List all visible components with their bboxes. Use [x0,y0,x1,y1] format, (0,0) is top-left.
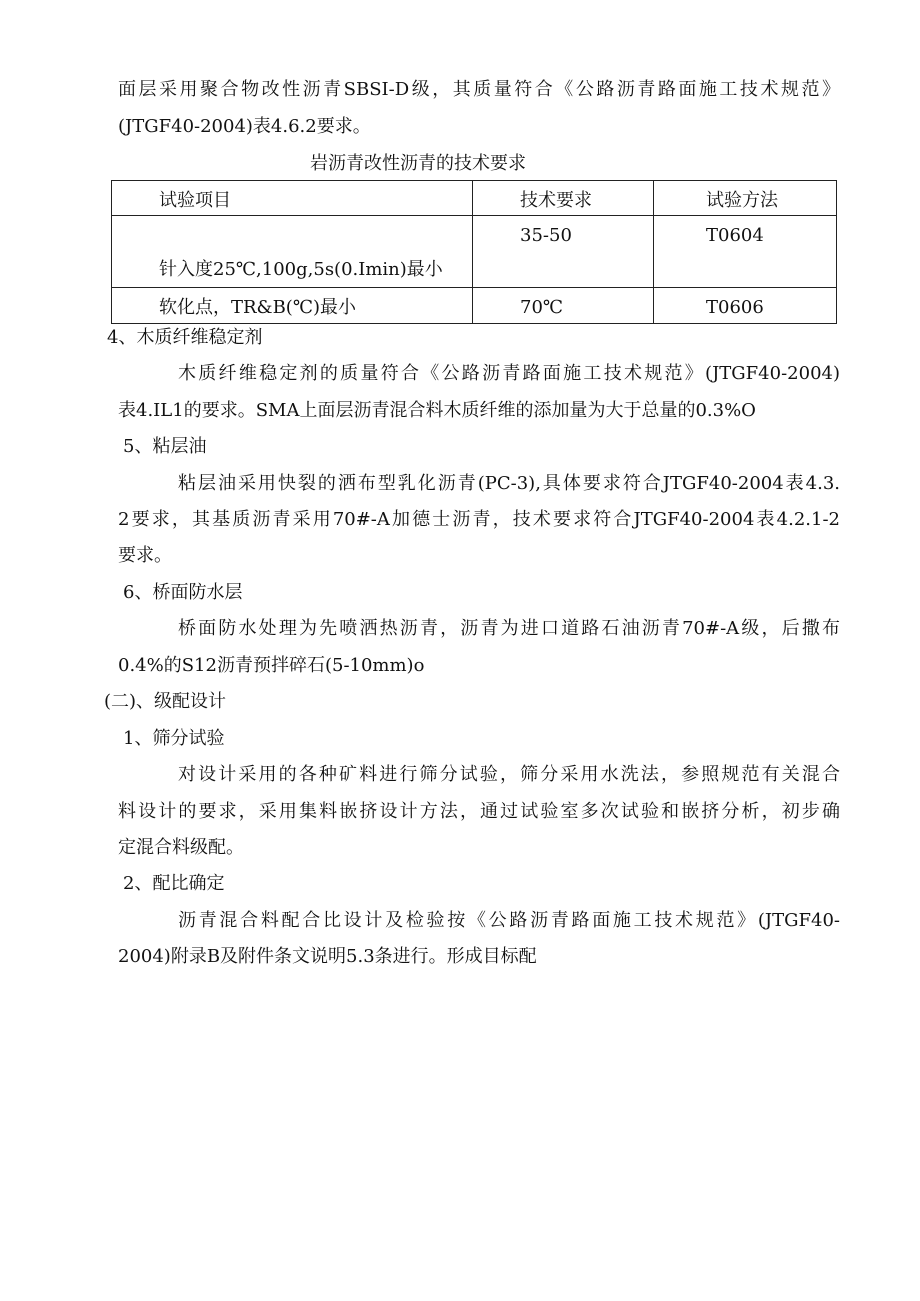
row1-requirement-cell [473,216,654,288]
section-6-line-1: 桥面防水处理为先喷洒热沥青，沥青为进口道路石油沥青70#-A级，后撒布 [178,618,840,639]
header-cell-method [654,181,837,216]
table-row [112,288,837,324]
section-6-line-2: 0.4%的S12沥青预拌碎石(5-10mm)o [118,655,425,676]
subsection-2-line-2: 2004)附录B及附件条文说明5.3条进行。形成目标配 [118,946,537,967]
header-cell-requirement [473,181,654,216]
row1-item: 针入度25℃,100g,5s(0.Imin)最小 [159,259,443,280]
subsection-1-title: 1、筛分试验 [123,728,225,749]
header-item-label: 试验项目 [159,190,231,211]
row2-item: 软化点，TR&B(℃)最小 [159,297,356,318]
row1-requirement: 35-50 [520,225,572,246]
row2-requirement-cell [473,288,654,324]
row1-method-cell [654,216,837,288]
table-title: 岩沥青改性沥青的技术要求 [310,153,526,174]
row1-item-cell [112,216,473,288]
row2-method: T0606 [706,297,764,318]
table-header-row [112,181,837,216]
spec-table [111,180,837,324]
row2-method-cell [654,288,837,324]
intro-line-1: 面层采用聚合物改性沥青SBSI-D级，其质量符合《公路沥青路面施工技术规范》 [118,79,840,100]
subsection-1-line-2: 料设计的要求，采用集料嵌挤设计方法，通过试验室多次试验和嵌挤分析，初步确 [118,801,840,822]
table-row [112,216,837,288]
subsection-2-title: 2、配比确定 [123,873,225,894]
subsection-1-line-3: 定混合料级配。 [118,837,244,858]
row2-requirement: 70℃ [520,297,564,318]
section-5-line-3: 要求。 [118,545,172,566]
section-5-line-2: 2要求，其基质沥青采用70#-A加德士沥青，技术要求符合JTGF40-2004表4.2.1-2 [118,509,840,530]
section-4-title: 4、木质纤维稳定剂 [107,327,263,348]
part-2-title: (二)、级配设计 [104,691,227,712]
header-requirement-label: 技术要求 [520,190,592,211]
row2-item-cell [112,288,473,324]
row1-method: T0604 [706,225,764,246]
section-5-line-1: 粘层油采用快裂的洒布型乳化沥青(PC-3),具体要求符合JTGF40-2004表4.3. [178,473,840,494]
section-4-line-1: 木质纤维稳定剂的质量符合《公路沥青路面施工技术规范》(JTGF40-2004) [178,363,840,384]
header-method-label: 试验方法 [706,190,778,211]
section-4-line-2: 表4.IL1的要求。SMA上面层沥青混合料木质纤维的添加量为大于总量的0.3%O [118,400,756,421]
subsection-1-line-1: 对设计采用的各种矿料进行筛分试验，筛分采用水洗法，参照规范有关混合 [178,764,840,785]
header-cell-item [112,181,473,216]
section-5-title: 5、粘层油 [123,436,207,457]
subsection-2-line-1: 沥青混合料配合比设计及检验按《公路沥青路面施工技术规范》(JTGF40- [178,910,840,931]
section-6-title: 6、桥面防水层 [123,582,243,603]
intro-line-2: (JTGF40-2004)表4.6.2要求。 [118,116,371,137]
